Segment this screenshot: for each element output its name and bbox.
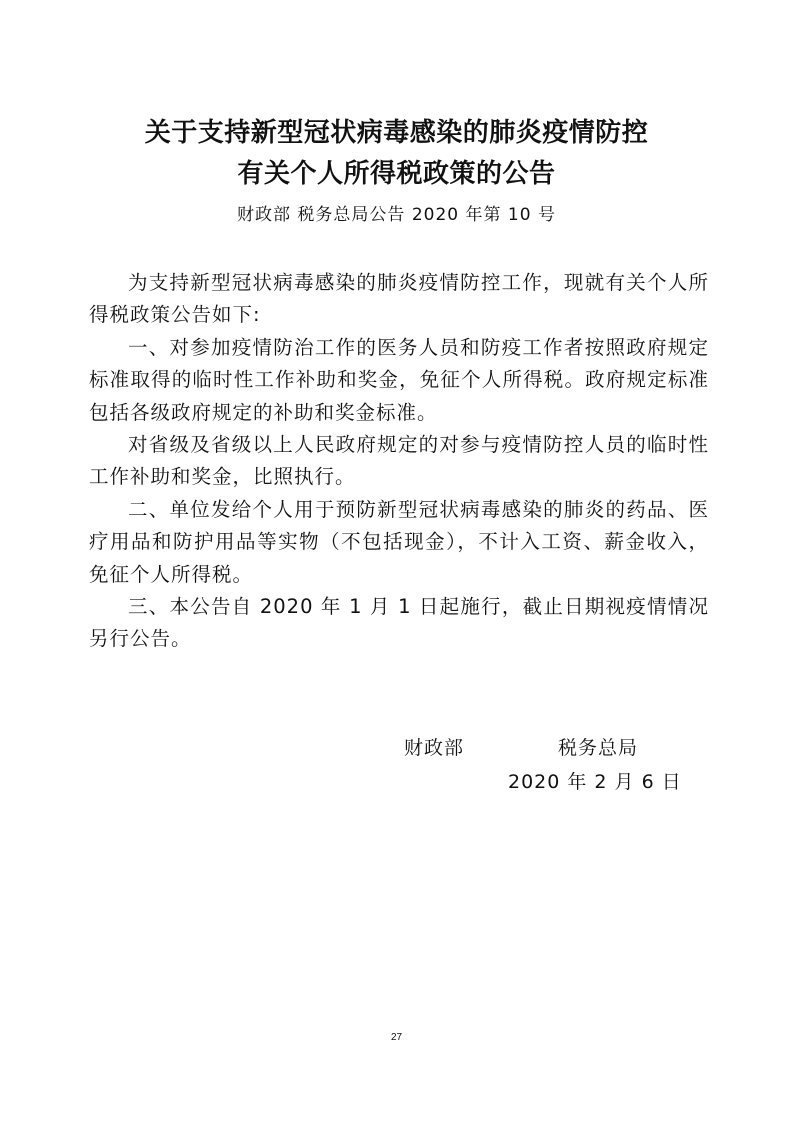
document-number: 财政部 税务总局公告 2020 年第 10 号	[237, 205, 556, 225]
issuer-ministry-of-finance: 财政部	[404, 737, 465, 759]
page-number: 27	[390, 1032, 403, 1043]
announcement-body	[89, 267, 709, 656]
issuer-state-taxation-administration: 税务总局	[558, 737, 639, 759]
clause-1-supplement-paragraph: 对省级及省级以上人民政府规定的对参与疫情防控人员的临时性工作补助和奖金，比照执行。	[89, 433, 709, 489]
clause-2-paragraph: 二、单位发给个人用于预防新型冠状病毒感染的肺炎的药品、医疗用品和防护用品等实物（不包括现金），不计入工资、薪金收入，免征个人所得税。	[89, 497, 709, 586]
issue-date: 2020 年 2 月 6 日	[508, 771, 682, 793]
title-line-2: 有关个人所得税政策的公告	[237, 159, 556, 189]
clause-3-paragraph: 三、本公告自 2020 年 1 月 1 日起施行，截止日期视疫情情况另行公告。	[89, 595, 709, 651]
clause-1-paragraph: 一、对参加疫情防治工作的医务人员和防疫工作者按照政府规定标准取得的临时性工作补助和奖金，免征个人所得税。政府规定标准包括各级政府规定的补助和奖金标准。	[89, 335, 709, 424]
title-line-1: 关于支持新型冠状病毒感染的肺炎疫情防控	[144, 118, 649, 148]
intro-paragraph: 为支持新型冠状病毒感染的肺炎疫情防控工作，现就有关个人所得税政策公告如下:	[89, 271, 709, 327]
